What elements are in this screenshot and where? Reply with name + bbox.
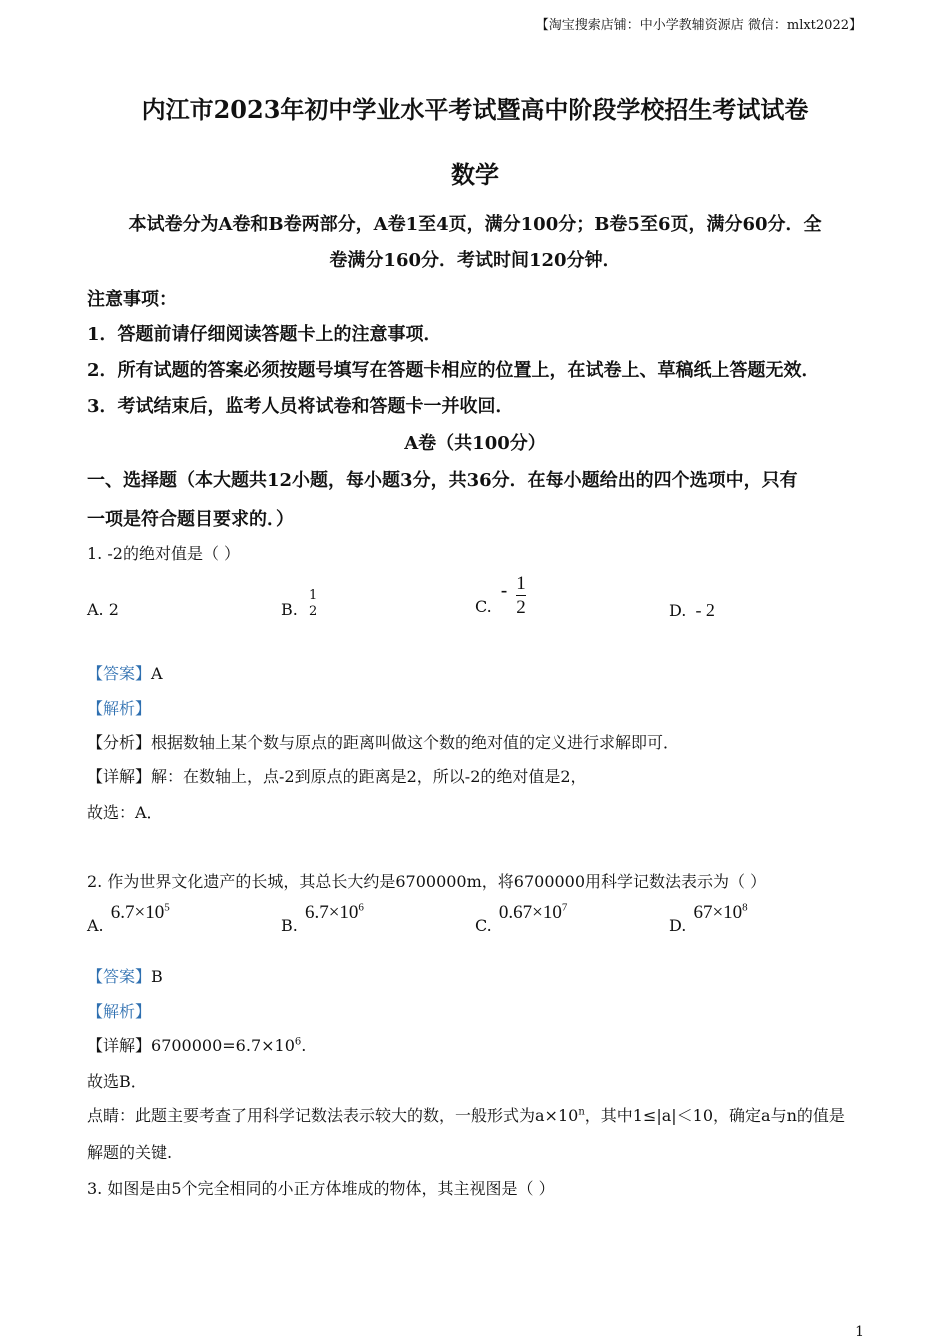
- option-label: C.: [475, 916, 492, 935]
- numerator: 1: [308, 588, 318, 603]
- math-expression: [305, 902, 364, 923]
- exponent: 5: [164, 902, 170, 914]
- q2-xiangjie: [87, 1033, 306, 1056]
- option-label: B.: [281, 916, 298, 935]
- q2-analysis-tag: 【解析】: [87, 1002, 152, 1021]
- intro-line-2: 卷满分160分．考试时间120分钟．: [329, 250, 621, 271]
- exam-title: 内江市2023年初中学业水平考试暨高中阶段学校招生考试试卷: [141, 95, 809, 124]
- notice-item: 3．考试结束后，监考人员将试卷和答题卡一并收回．: [87, 396, 514, 417]
- numerator: 1: [516, 573, 526, 594]
- q2-option-b: [281, 902, 364, 935]
- q1-option-a: A. 2: [87, 600, 119, 619]
- answer-tag: 【答案】: [87, 967, 152, 986]
- option-label: B.: [281, 600, 298, 619]
- q1-option-b: [281, 588, 317, 619]
- xiangjie-text: 解：在数轴上，点-2到原点的距离是2，所以-2的绝对值是2，: [151, 767, 587, 786]
- base: 6.7×10: [110, 902, 165, 924]
- header-note: 【淘宝搜索店铺：中小学教辅资源店 微信：mlxt2022】: [535, 18, 862, 33]
- exponent: 7: [561, 902, 568, 914]
- subject-title: 数学: [451, 160, 499, 189]
- q1-fenxi: [87, 730, 679, 753]
- section-a-title: A卷（共100分）: [404, 433, 546, 454]
- answer-value: A: [151, 664, 163, 683]
- math-expression: - 2: [695, 600, 715, 620]
- q2-option-a: [87, 902, 170, 935]
- base: 6.7×10: [304, 902, 359, 924]
- page-number: 1: [855, 1324, 864, 1340]
- notice-title: 注意事项：: [87, 289, 177, 310]
- fraction: [309, 589, 317, 618]
- math-expression: [693, 902, 747, 923]
- notice-item: 1．答题前请仔细阅读答题卡上的注意事项．: [87, 324, 442, 345]
- q2-stem: 2. 作为世界文化遗产的长城，其总长大约是6700000m，将6700000用科学记数法表示为（ ）: [87, 872, 767, 891]
- notice-item: 2．所有试题的答案必须按题号填写在答题卡相应的位置上，在试卷上、草稿纸上答题无效．: [87, 360, 820, 381]
- q1-analysis-tag: 【解析】: [87, 699, 152, 718]
- denominator: 2: [308, 604, 318, 619]
- exponent: 8: [742, 902, 748, 914]
- answer-tag: 【答案】: [87, 664, 152, 683]
- math-expression: [111, 902, 170, 923]
- math-expression: [499, 902, 567, 923]
- xiangjie-end: .: [301, 1036, 307, 1055]
- q2-choose: 故选B．: [87, 1072, 147, 1091]
- dianjing-text-a: 点睛：此题主要考查了用科学记数法表示较大的数，一般形式为a×10: [87, 1106, 579, 1125]
- fenxi-tag: 【分析】: [87, 733, 152, 752]
- option-label: C.: [475, 597, 492, 616]
- q1-choose: 故选：A．: [87, 803, 163, 822]
- fraction: [516, 574, 526, 617]
- q2-dianjing-line-2: 解题的关键.: [87, 1143, 173, 1162]
- q2-answer: [87, 964, 163, 987]
- q1-option-d: [669, 600, 715, 621]
- xiangjie-base: 6700000=6.7×10: [151, 1036, 295, 1055]
- q2-dianjing-line-1: [87, 1103, 845, 1126]
- exponent: 6: [358, 902, 364, 914]
- q1-xiangjie: [87, 764, 587, 787]
- part1-line-1: 一、选择题（本大题共12小题，每小题3分，共36分．在每小题给出的四个选项中，只有: [87, 470, 798, 491]
- xiangjie-tag: 【详解】: [87, 767, 152, 786]
- q1-stem: 1. -2的绝对值是（ ）: [87, 544, 241, 563]
- option-label: D.: [669, 601, 687, 620]
- q1-answer: [87, 661, 163, 684]
- q1-option-c: [475, 574, 526, 617]
- base: 67×10: [693, 902, 743, 924]
- option-label: D.: [669, 916, 687, 935]
- xiangjie-tag: 【详解】: [87, 1036, 152, 1055]
- fenxi-text: 根据数轴上某个数与原点的距离叫做这个数的绝对值的定义进行求解即可．: [151, 733, 680, 752]
- base: 0.67×10: [498, 902, 562, 924]
- dianjing-exponent: n: [578, 1106, 585, 1118]
- part1-line-2: 一项是符合题目要求的．）: [87, 509, 294, 530]
- xiangjie-exponent: 6: [294, 1036, 302, 1048]
- answer-value: B: [151, 967, 163, 986]
- minus-sign: -: [500, 579, 508, 601]
- q2-option-c: [475, 902, 567, 935]
- intro-line-1: 本试卷分为A卷和B卷两部分，A卷1至4页，满分100分；B卷5至6页，满分60分．全: [128, 214, 822, 235]
- q3-stem: 3. 如图是由5个完全相同的小正方体堆成的物体，其主视图是（ ）: [87, 1179, 555, 1198]
- option-label: A.: [87, 916, 104, 935]
- dianjing-text-b: ，其中1≤|a|＜10，确定a与n的值是: [584, 1106, 845, 1125]
- q2-option-d: [669, 902, 748, 935]
- denominator: 2: [516, 597, 526, 618]
